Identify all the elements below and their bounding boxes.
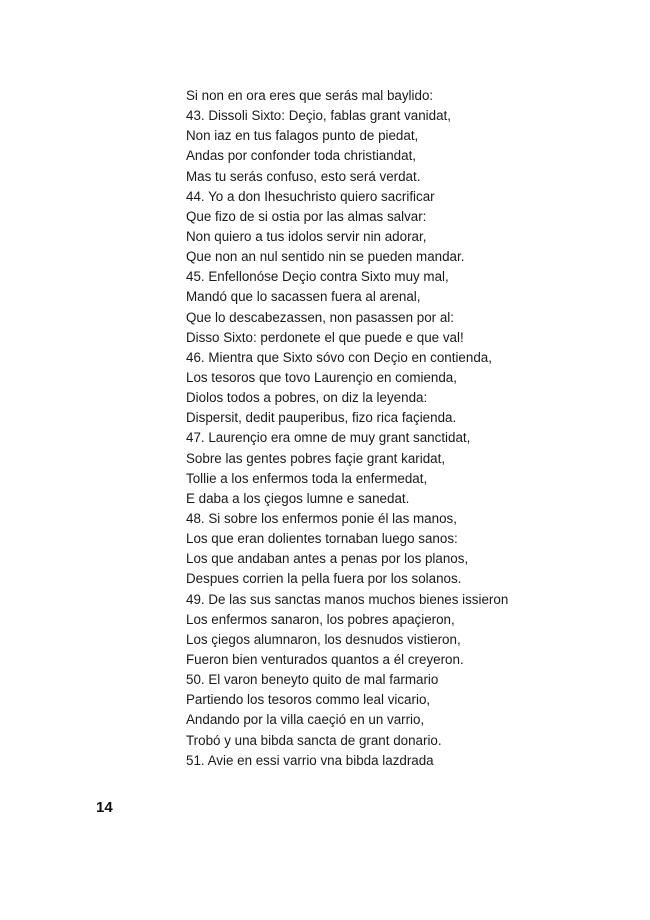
verse-line: Non iaz en tus falagos punto de piedat, bbox=[186, 128, 419, 144]
verse-line: Tollie a los enfermos toda la enfermedat, bbox=[186, 470, 428, 486]
verse-line: 50. El varon beneyto quito de mal farmario bbox=[186, 672, 439, 688]
verse-text-block bbox=[186, 86, 626, 771]
verse-line: Que fizo de si ostia por las almas salvar: bbox=[186, 208, 427, 224]
verse-line: Trobó y una bibda sancta de grant donario. bbox=[186, 732, 442, 748]
verse-line: Mas tu serás confuso, esto será verdat. bbox=[186, 168, 421, 184]
verse-line: 49. De las sus sanctas manos muchos bienes issieron bbox=[186, 591, 509, 607]
verse-line: 44. Yo a don Ihesuchristo quiero sacrificar bbox=[186, 188, 435, 204]
verse-line: E daba a los çiegos lumne e sanedat. bbox=[186, 490, 410, 506]
verse-line: 47. Laurençio era omne de muy grant sanctidat, bbox=[186, 430, 471, 446]
verse-line: Dispersit, dedit pauperibus, fizo rica façienda. bbox=[186, 410, 457, 426]
verse-line: Disso Sixto: perdonete el que puede e que val! bbox=[186, 329, 464, 345]
verse-line: Despues corrien la pella fuera por los solanos. bbox=[186, 571, 462, 587]
verse-line: 43. Dissoli Sixto: Deçio, fablas grant vanidat, bbox=[186, 108, 451, 124]
verse-line: Que lo descabezassen, non pasassen por al: bbox=[186, 309, 454, 325]
verse-line: Los çiegos alumnaron, los desnudos vistieron, bbox=[186, 631, 461, 647]
verse-line: Sobre las gentes pobres façie grant karidat, bbox=[186, 450, 446, 466]
verse-line: Los que eran dolientes tornaban luego sanos: bbox=[186, 531, 458, 547]
verse-line: Los tesoros que tovo Laurençio en comienda, bbox=[186, 369, 457, 385]
verse-line: Partiendo los tesoros commo leal vicario, bbox=[186, 692, 431, 708]
verse-line: Andas por confonder toda christiandat, bbox=[186, 148, 417, 164]
verse-line: Los que andaban antes a penas por los planos, bbox=[186, 551, 469, 567]
verse-line: Fueron bien venturados quantos a él creyeron. bbox=[186, 651, 464, 667]
page-number: 14 bbox=[96, 799, 113, 816]
verse-line: Que non an nul sentido nin se pueden mandar. bbox=[186, 249, 465, 265]
verse-line: Mandó que lo sacassen fuera al arenal, bbox=[186, 289, 421, 305]
verse-line: 45. Enfellonóse Deçio contra Sixto muy mal, bbox=[186, 269, 449, 285]
verse-line: Si non en ora eres que serás mal baylido: bbox=[186, 88, 434, 103]
verse-line: Los enfermos sanaron, los pobres apaçieron, bbox=[186, 611, 455, 627]
verse-line: 46. Mientra que Sixto sóvo con Deçio en contienda, bbox=[186, 349, 492, 365]
verse-line: 48. Si sobre los enfermos ponie él las manos, bbox=[186, 510, 457, 526]
verse-line: 51. Avie en essi varrio vna bibda lazdrada bbox=[186, 752, 434, 768]
verse-line: Non quiero a tus idolos servir nin adorar, bbox=[186, 228, 427, 244]
verse-line: Diolos todos a pobres, on diz la leyenda: bbox=[186, 390, 428, 406]
verse-line: Andando por la villa caeçió en un varrio, bbox=[186, 712, 425, 728]
